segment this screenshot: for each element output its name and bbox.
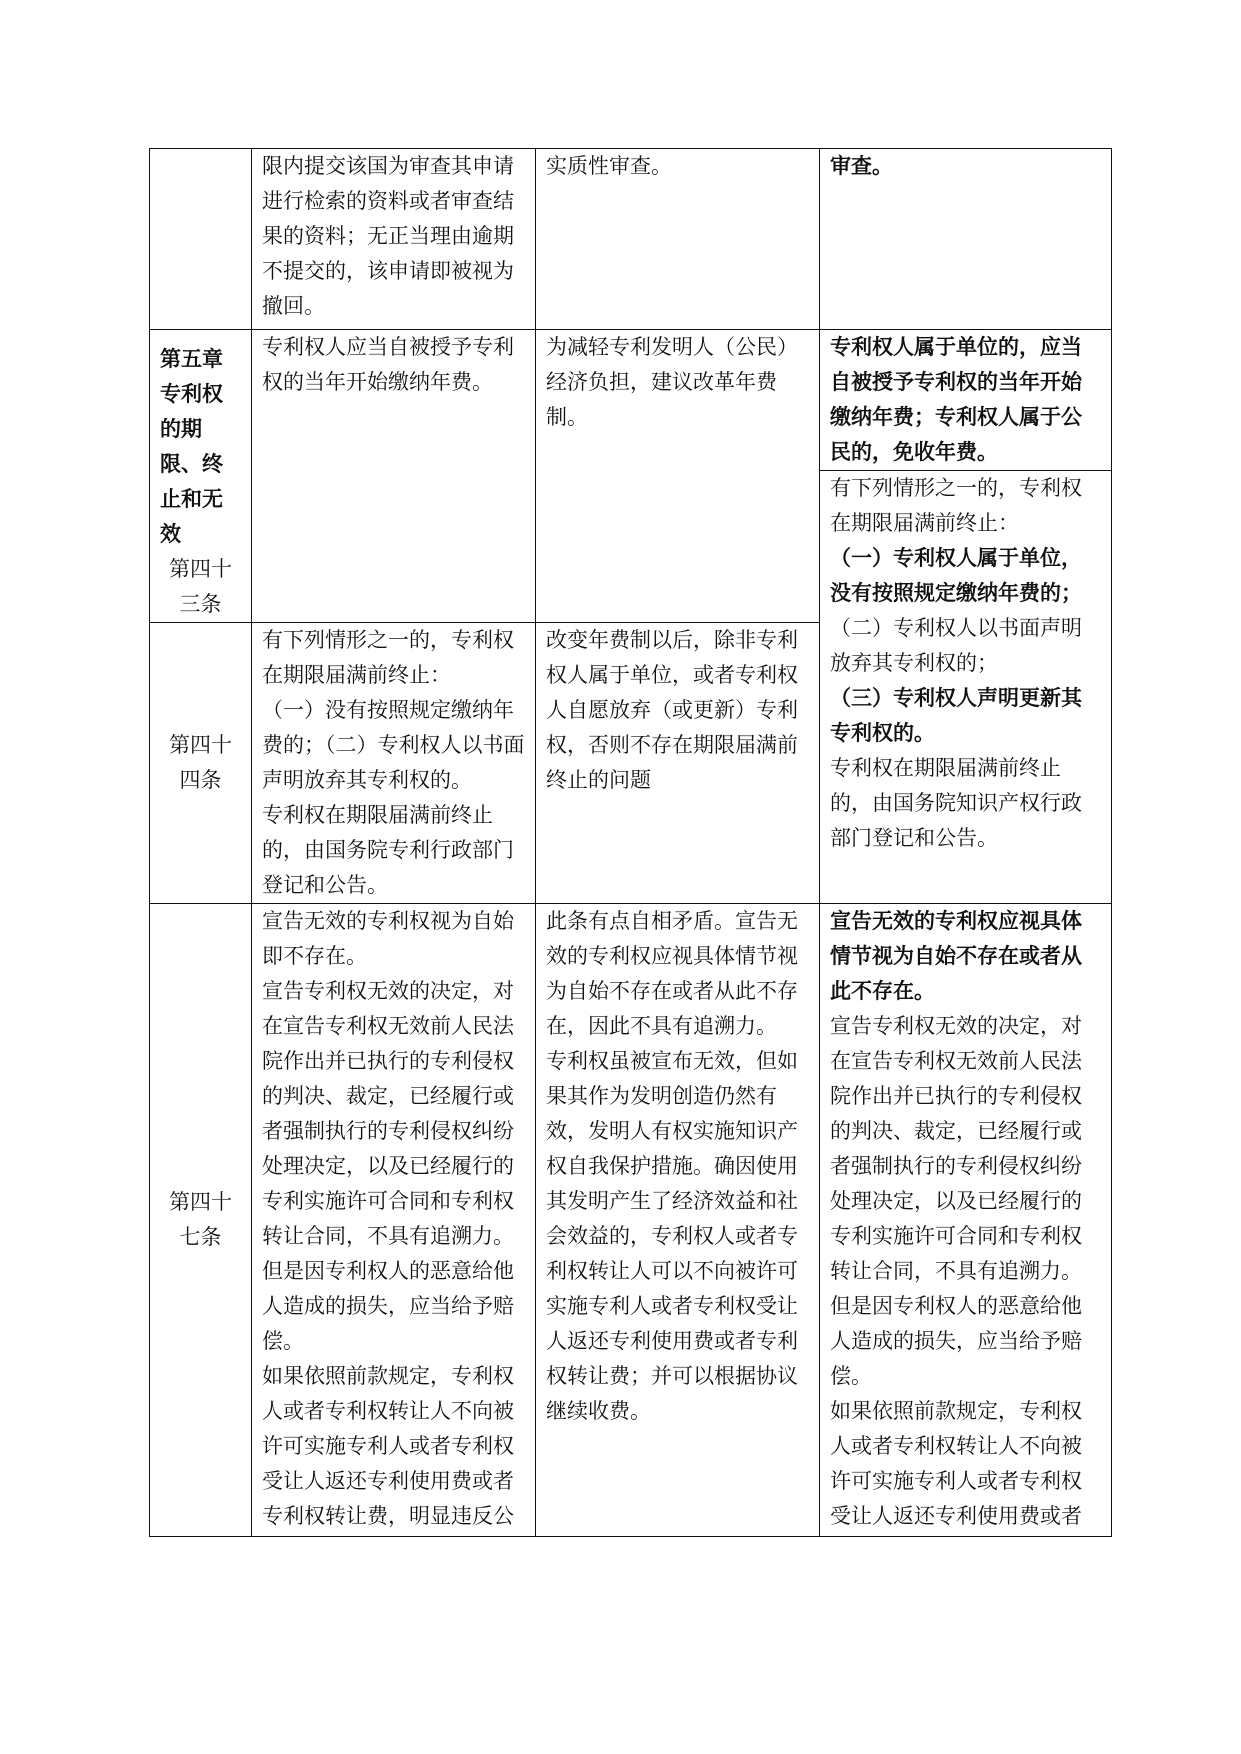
- original-text: 专利权人应当自被授予专利权的当年开始缴纳年费。: [262, 335, 514, 394]
- original-text-cell: [252, 904, 536, 1537]
- article-cell: [150, 149, 252, 330]
- proposal-text-bold: 宣告无效的专利权应视具体情节视为自始不存在或者从此不存在。: [830, 909, 1082, 1003]
- proposal-item-3: （三）专利权人声明更新其专利权的。: [830, 686, 1082, 745]
- comment-text: 此条有点自相矛盾。宣告无效的专利权应视具体情节视为自始不存在或者从此不存在，因此不具有追溯力。: [546, 909, 798, 1038]
- original-text: 如果依照前款规定，专利权人或者专利权转让人不向被许可实施专利人或者专利权受让人返还专利使用费或者专利权转让费，明显违反公: [262, 1364, 514, 1528]
- comment-text: 为减轻专利发明人（公民）经济负担，建议改革年费制。: [546, 335, 798, 429]
- comment-cell: [536, 330, 820, 623]
- original-text: 宣告无效的专利权视为自始即不存在。: [262, 909, 514, 968]
- proposal-text: 宣告专利权无效的决定，对在宣告专利权无效前人民法院作出并已执行的专利侵权的判决、裁定，已经履行或者强制执行的专利侵权纠纷处理决定，以及已经履行的专利实施许可合同和专利权转让合同，不具有追溯力。但是因专利权人的恶意给他人造成的损失，应当给予赔偿。: [830, 1014, 1082, 1388]
- comment-text: 实质性审查。: [546, 154, 672, 178]
- proposal-text: 审查。: [830, 154, 893, 178]
- comment-cell: [536, 904, 820, 1537]
- table-row-article-47: [150, 904, 1112, 1537]
- article-number: 第四十三条: [169, 557, 232, 616]
- proposal-closing: 专利权在期限届满前终止的，由国务院知识产权行政部门登记和公告。: [830, 756, 1082, 850]
- original-text: 有下列情形之一的，专利权在期限届满前终止：: [262, 628, 514, 687]
- comment-text: 改变年费制以后，除非专利权人属于单位，或者专利权人自愿放弃（或更新）专利权，否则不存在期限届满前终止的问题: [546, 628, 798, 792]
- chapter-title: 第五章专利权的期限、终止和无效: [160, 347, 223, 546]
- proposal-cell: [820, 904, 1112, 1537]
- original-text: 专利权在期限届满前终止的，由国务院专利行政部门登记和公告。: [262, 803, 514, 897]
- article-cell: [150, 904, 252, 1537]
- proposal-cell: [820, 149, 1112, 330]
- proposal-item-2: （二）专利权人以书面声明放弃其专利权的；: [830, 616, 1082, 675]
- table-row-continuation: [150, 149, 1112, 330]
- original-text-cell: [252, 623, 536, 904]
- article-cell: [150, 623, 252, 904]
- original-text: 宣告专利权无效的决定，对在宣告专利权无效前人民法院作出并已执行的专利侵权的判决、裁定，已经履行或者强制执行的专利侵权纠纷处理决定，以及已经履行的专利实施许可合同和专利权转让合同，不具有追溯力。但是因专利权人的恶意给他人造成的损失，应当给予赔偿。: [262, 979, 514, 1353]
- comment-text: 专利权虽被宣布无效，但如果其作为发明创造仍然有效，发明人有权实施知识产权自我保护措施。确因使用其发明产生了经济效益和社会效益的，专利权人或者专利权转让人可以不向被许可实施专利人或者专利权受让人返还专利使用费或者专利权转让费；并可以根据协议继续收费。: [546, 1049, 798, 1423]
- comment-cell: [536, 623, 820, 904]
- comparison-page: [149, 148, 1112, 1537]
- original-text: （一）没有按照规定缴纳年费的；（二）专利权人以书面声明放弃其专利权的。: [262, 698, 525, 792]
- proposal-cell-merged: [820, 330, 1112, 904]
- article-number: 第四十七条: [169, 1190, 232, 1249]
- table-row-article-43: [150, 330, 1112, 623]
- original-text: 限内提交该国为审查其申请进行检索的资料或者审查结果的资料；无正当理由逾期不提交的，该申请即被视为撤回。: [262, 154, 514, 318]
- proposal-text-art43: 专利权人属于单位的，应当自被授予专利权的当年开始缴纳年费；专利权人属于公民的，免收年费。: [830, 335, 1082, 464]
- proposal-item-1: （一）专利权人属于单位，没有按照规定缴纳年费的；: [830, 546, 1082, 605]
- original-text-cell: [252, 149, 536, 330]
- original-text-cell: [252, 330, 536, 623]
- article-number: 第四十四条: [169, 733, 232, 792]
- law-comparison-table: [149, 148, 1112, 1537]
- proposal-text: 如果依照前款规定，专利权人或者专利权转让人不向被许可实施专利人或者专利权受让人返还专利使用费或者: [830, 1399, 1082, 1528]
- comment-cell: [536, 149, 820, 330]
- proposal-intro: 有下列情形之一的，专利权在期限届满前终止：: [830, 476, 1082, 535]
- article-cell: [150, 330, 252, 623]
